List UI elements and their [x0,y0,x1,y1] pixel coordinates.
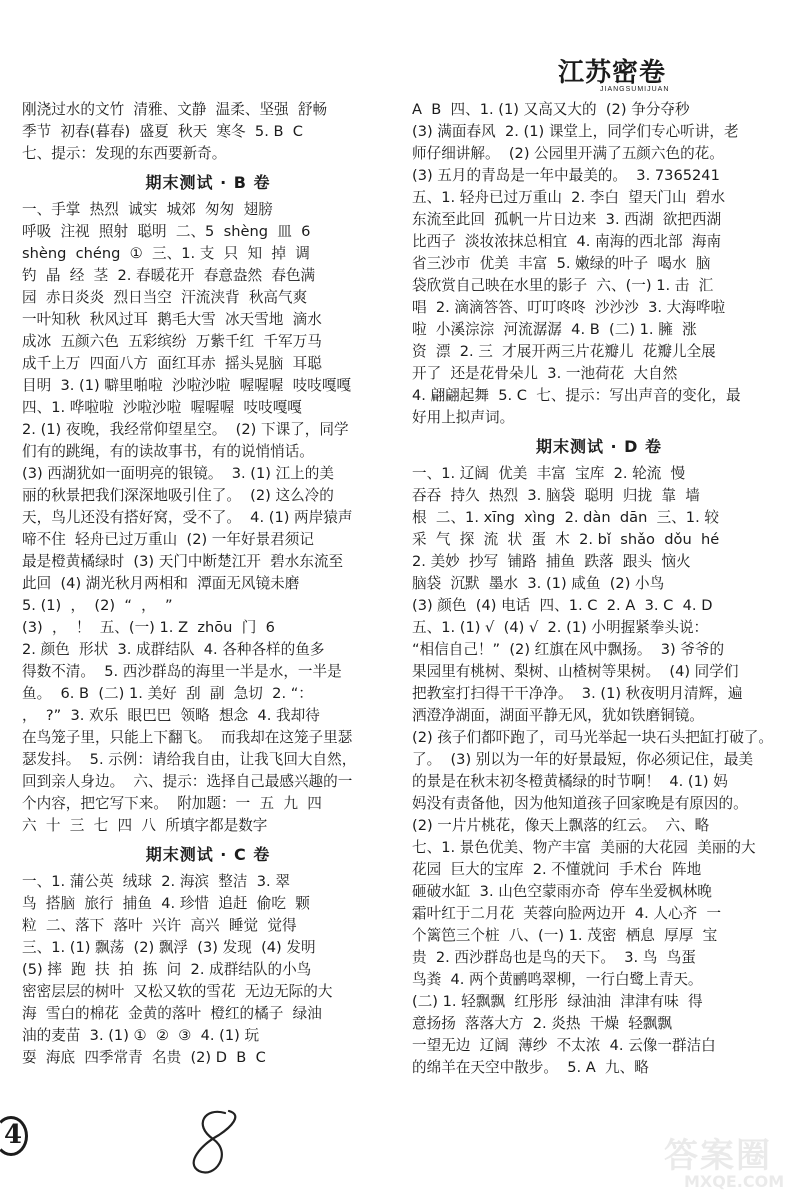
text-line: 鱼。 6. B (二) 1. 美好 刮 副 急切 2. “： [22,685,313,702]
watermark-logo [664,1128,794,1194]
left-intro [22,99,394,165]
text-line: 个内容，把它写下来。 附加题：一 五 九 四 [22,795,322,812]
text-line: 园 赤日炎炎 烈日当空 汗流浃背 秋高气爽 [22,289,308,306]
text-line: 五、1. (1) √ (4) √ 2. (1) 小明握紧拳头说： [412,619,709,636]
text-line: 妈没有责备他，因为他知道孩子回家晚是有原因的。 [412,795,748,812]
text-line: 唱 2. 滴滴答答、叮叮咚咚 沙沙沙 3. 大海哗啦 [412,299,726,316]
text-line: 一望无边 辽阔 薄纱 不太浓 4. 云像一群洁白 [412,1037,716,1054]
text-line: 鸟粪 4. 两个黄鹂鸣翠柳，一行白鹭上青天。 [412,971,703,988]
text-line: 花园 巨大的宝库 2. 不懂就问 手术台 阵地 [412,861,702,878]
text-line: 密密层层的树叶 又松又软的雪花 无边无际的大 [22,983,333,1000]
text-line: 东流至此回 孤帆一片日边来 3. 西湖 欲把西湖 [412,211,722,228]
text-line: 油的麦苗 3. (1) ① ② ③ 4. (1) 玩 [22,1027,260,1044]
text-line: 脑袋 沉默 墨水 3. (1) 咸鱼 (2) 小鸟 [412,575,665,592]
text-line: 鸟 搭脑 旅行 捕鱼 4. 珍惜 追赶 偷吃 颗 [22,895,310,912]
text-line: 啼不住 轻舟已过万重山 (2) 一年好景君须记 [22,531,314,548]
text-line: 海 雪白的棉花 金黄的落叶 橙红的橘子 绿油 [22,1005,322,1022]
text-line: 五、1. 轻舟已过万重山 2. 李白 望天门山 碧水 [412,189,726,206]
text-line: A B 四、1. (1) 又高又大的 (2) 争分夺秒 [412,101,690,118]
section-d-body [412,463,786,1079]
text-line: 2. 颜色 形状 3. 成群结队 4. 各种各样的鱼多 [22,641,325,658]
text-line: 丽的秋景把我们深深地吸引住了。 (2) 这么冷的 [22,487,334,504]
text-line: 天，鸟儿还没有搭好窝，受不了。 4. (1) 两岸猿声 [22,509,353,526]
section-title-d: 期末测试 · D 卷 [535,437,663,456]
text-line: ， ?” 3. 欢乐 眼巴巴 领略 想念 4. 我却待 [22,707,320,724]
text-line: 洒澄净湖面，湖面平静无风，犹如铁磨铜镜。 [412,707,704,724]
text-line: 七、提示：发现的东西要新奇。 [22,145,227,162]
text-line: 目明 3. (1) 噼里啪啦 沙啦沙啦 喔喔喔 吱吱嘎嘎 [22,377,352,394]
text-line: 成冰 五颜六色 五彩缤纷 万紫千红 千军万马 [22,333,322,350]
text-line: shèng chéng ① 三、1. 支 只 知 掉 调 [22,245,310,262]
text-line: 2. (1) 夜晚，我经常仰望星空。 (2) 下课了，同学 [22,421,349,438]
section-title-b: 期末测试 · B 卷 [145,173,271,192]
text-line: 回到亲人身边。 六、提示：选择自己最感兴趣的一 [22,773,353,790]
text-line: (3) 西湖犹如一面明亮的银镜。 3. (1) 江上的美 [22,465,334,482]
handwritten-text: 8 [185,1090,196,1109]
text-line: 个篱笆三个桩 八、(一) 1. 茂密 栖息 厚厚 宝 [412,927,718,944]
page-number: 4 [4,1120,23,1150]
handwritten-eight-mark [185,1090,245,1185]
text-line: 把教室打扫得干干净净。 3. (1) 秋夜明月清辉，遍 [412,685,743,702]
text-line: 袋欣赏自己映在水里的影子 六、(一) 1. 击 汇 [412,277,714,294]
text-line: 了。 (3) 别以为一年的好景最短，你必须记住，最美 [412,751,754,768]
watermark-url: MXQE.COM [684,1172,785,1191]
left-column [22,99,394,1069]
text-line: 啦 小溪淙淙 河流潺潺 4. B (二) 1. 臃 涨 [412,321,697,338]
text-line: 一、手掌 热烈 诚实 城郊 匆匆 翅膀 [22,201,273,218]
text-line: 钓 晶 经 茎 2. 春暖花开 春意盎然 春色满 [22,267,316,284]
text-line: 四、1. 哗啦啦 沙啦沙啦 喔喔喔 吱吱嘎嘎 [22,399,302,416]
text-line: 粒 二、落下 落叶 兴许 高兴 睡觉 觉得 [22,917,297,934]
text-line: (2) 孩子们都吓跑了，司马光举起一块石头把缸打破了。 [412,729,773,746]
publisher-logo [558,52,738,104]
text-line: (2) 一片片桃花，像天上飘落的红云。 六、略 [412,817,710,834]
text-line: 三、1. (1) 飘荡 (2) 飘浮 (3) 发现 (4) 发明 [22,939,316,956]
text-line: 一、1. 蒲公英 绒球 2. 海滨 整洁 3. 翠 [22,873,290,890]
text-line: 5. (1) ， (2) “ ， ” [22,597,173,614]
text-line: 得数不清。 5. 西沙群岛的海里一半是水，一半是 [22,663,342,680]
text-line: 六 十 三 七 四 八 所填字都是数字 [22,817,268,834]
text-line: 成千上万 四面八方 面红耳赤 摇头晃脑 耳聪 [22,355,322,372]
text-line: (3) ， ！ 五、(一) 1. Z zhōu 门 6 [22,619,275,636]
text-line: 们有的跳绳，有的读故事书，有的说悄悄话。 [22,443,314,460]
text-line: 七、1. 景色优美、物产丰富 美丽的大花园 美丽的大 [412,839,756,856]
text-line: 果园里有桃树、梨树、山楂树等果树。 (4) 同学们 [412,663,739,680]
text-line: 比西子 淡妆浓抹总相宜 4. 南海的西北部 海南 [412,233,722,250]
text-line: 呼吸 注视 照射 聪明 二、5 shèng 皿 6 [22,223,311,240]
text-line: (5) 摔 跑 扶 拍 拣 问 2. 成群结队的小鸟 [22,961,312,978]
text-line: (3) 五月的青岛是一年中最美的。 3. 7365241 [412,167,720,184]
text-line: 刚浇过水的文竹 清雅、文静 温柔、坚强 舒畅 [22,101,328,118]
text-line: (3) 颜色 (4) 电话 四、1. C 2. A 3. C 4. D [412,597,713,614]
text-line: 的绵羊在天空中散步。 5. A 九、略 [412,1059,649,1076]
text-line: 的景是在秋末初冬橙黄橘绿的时节啊！ 4. (1) 妈 [412,773,728,790]
text-line: 师仔细讲解。 (2) 公园里开满了五颜六色的花。 [412,145,724,162]
text-line: 一叶知秋 秋风过耳 鹅毛大雪 冰天雪地 滴水 [22,311,322,328]
text-line: 开了 还是花骨朵儿 3. 一池荷花 大自然 [412,365,678,382]
text-line: (二) 1. 轻飘飘 红彤彤 绿油油 津津有味 得 [412,993,703,1010]
text-line: 耍 海底 四季常青 名贵 (2) D B C [22,1049,266,1066]
section-title-c: 期末测试 · C 卷 [145,845,271,864]
section-c-body [22,871,394,1069]
text-line: (3) 满面春风 2. (1) 课堂上，同学们专心听讲，老 [412,123,739,140]
text-line: 季节 初春(暮春) 盛夏 秋天 寒冬 5. B C [22,123,303,140]
text-line: 在鸟笼子里，只能上下翻飞。 而我却在这笼子里瑟 [22,729,353,746]
text-line: 最是橙黄橘绿时 (3) 天门中断楚江开 碧水东流至 [22,553,344,570]
right-column [412,99,786,1079]
text-line: 省三沙市 优美 丰富 5. 嫩绿的叶子 喝水 脑 [412,255,711,272]
text-line: 此回 (4) 湖光秋月两相和 潭面无风镜未磨 [22,575,300,592]
text-line: 采 气 探 流 状 蛋 木 2. bǐ shǎo dǒu hé [412,531,720,548]
text-line: 4. 翩翩起舞 5. C 七、提示：写出声音的变化，最 [412,387,741,404]
text-line: 好用上拟声词。 [412,409,515,426]
text-line: 意扬扬 落落大方 2. 炎热 干燥 轻飘飘 [412,1015,672,1032]
text-line: 贵 2. 西沙群岛也是鸟的天下。 3. 鸟 鸟蛋 [412,949,696,966]
watermark-text: 答案圈 [664,1136,772,1176]
text-line: 霜叶红于二月花 芙蓉向脸两边开 4. 人心齐 一 [412,905,722,922]
logo-text: 江苏密卷 [558,58,667,88]
right-intro [412,99,786,429]
text-line: 2. 美妙 抄写 铺路 捕鱼 跌落 跟头 恼火 [412,553,691,570]
text-line: “相信自己！” (2) 红旗在风中飘扬。 3) 爷爷的 [412,641,725,658]
text-line: 资 漂 2. 三 才展开两三片花瓣儿 花瓣儿全展 [412,343,716,360]
text-line: 根 二、1. xīng xìng 2. dàn dān 三、1. 较 [412,509,719,526]
text-line: 砸破水缸 3. 山色空蒙雨亦奇 停车坐爱枫林晚 [412,883,712,900]
section-b-body [22,199,394,837]
text-line: 吞吞 持久 热烈 3. 脑袋 聪明 归拢 靠 墙 [412,487,700,504]
logo-subtext: JIANGSUMIJUAN [600,86,670,93]
text-line: 瑟发抖。 5. 示例：请给我自由，让我飞回大自然， [22,751,357,768]
text-line: 一、1. 辽阔 优美 丰富 宝库 2. 轮流 慢 [412,465,686,482]
